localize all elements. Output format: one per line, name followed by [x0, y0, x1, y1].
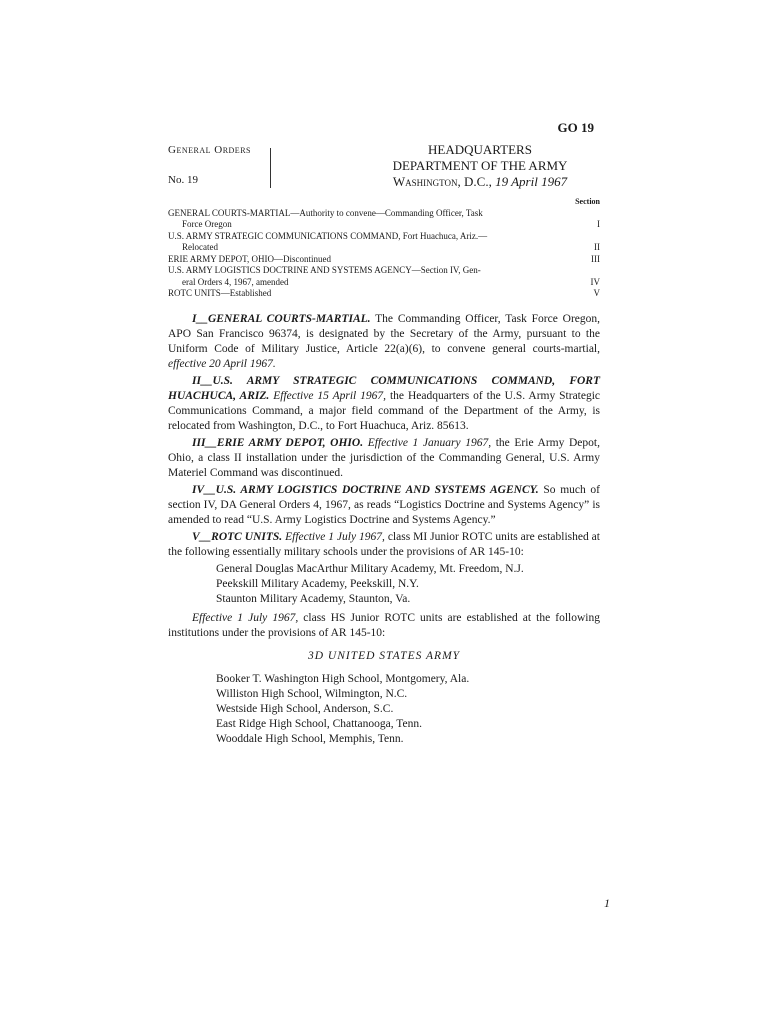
section-4-heading: IV__U.S. ARMY LOGISTICS DOCTRINE AND SYSTEMS AGENCY.: [192, 484, 539, 496]
list-item: Booker T. Washington High School, Montgomery, Ala.: [216, 673, 470, 685]
toc-row-text: U.S. ARMY LOGISTICS DOCTRINE AND SYSTEMS AGENCY—Section IV, Gen-: [168, 265, 481, 275]
toc-row-num: [576, 208, 600, 220]
list-item: Staunton Military Academy, Staunton, Va.: [216, 593, 411, 605]
toc-row: [168, 231, 600, 243]
section-1-text: The Commanding Officer, Task Force Oregon, APO San Francisco 96374, is designated by the Secretary of the Army, pursuant to the Uniform Code of Military Justice, Article 22(a)(6), to convene general courts-martial,: [168, 313, 600, 355]
toc-row: [168, 277, 600, 289]
list-item: Westside High School, Anderson, S.C.: [216, 703, 394, 715]
page-number: 1: [604, 896, 610, 910]
toc-row-num: [576, 231, 600, 243]
section-4-text: So much of section IV, DA General Orders 4, 1967, as reads “Logistics Doctrine and Systems Agency” is amended to read “U.S. Army Logistics Doctrine and Systems Agency.”: [168, 484, 601, 526]
list-item: General Douglas MacArthur Military Academy, Mt. Freedom, N.J.: [216, 563, 524, 575]
section-1-effective: effective 20 April 1967.: [168, 358, 276, 370]
headquarters-block: [360, 142, 600, 190]
toc-row: [168, 265, 600, 277]
location: Washington, D.C.,: [392, 174, 492, 189]
toc-row-text: ROTC UNITS—Established: [168, 288, 272, 298]
section-1-heading: I__GENERAL COURTS-MARTIAL.: [192, 313, 371, 325]
section-5-effective: Effective 1 July 1967,: [285, 531, 385, 543]
section-3-heading: III__ERIE ARMY DEPOT, OHIO.: [192, 437, 364, 449]
toc-row-num: III: [591, 253, 600, 264]
section-5b-effective: Effective 1 July 1967,: [192, 612, 299, 624]
toc-row-num: II: [594, 242, 600, 252]
toc-row-num: [576, 265, 600, 277]
section-1: [168, 312, 600, 372]
section-3-text: the Erie Army Depot, Ohio, a class II installation under the jurisdiction of the Commanding General, U.S. Army Materiel Command was discontinued.: [168, 437, 600, 479]
toc-row-text: U.S. ARMY STRATEGIC COMMUNICATIONS COMMAND, Fort Huachuca, Ariz.—: [168, 230, 488, 241]
section-5-text: class MI Junior ROTC units are established at the following essentially military schools under the provisions of AR 145-10:: [168, 531, 600, 558]
toc-row-text: Force Oregon: [182, 219, 232, 229]
brace-divider: [262, 148, 271, 188]
order-number: No. 19: [168, 174, 198, 186]
toc-row-text: Relocated: [182, 242, 218, 252]
toc-row-num: V: [593, 288, 600, 298]
location-date-line: [360, 174, 600, 190]
section-2-heading: II__U.S. ARMY STRATEGIC COMMUNICATIONS COMMAND, FORT HUACHUCA, ARIZ.: [168, 375, 600, 402]
mi-school-list: [216, 562, 600, 607]
list-item: Peekskill Military Academy, Peekskill, N.Y.: [216, 578, 419, 590]
order-body: [168, 312, 600, 751]
list-item: Wooddale High School, Memphis, Tenn.: [216, 733, 404, 745]
section-2: [168, 374, 600, 434]
table-of-contents: [168, 196, 600, 300]
toc-section-heading: Section: [575, 197, 600, 206]
section-5: [168, 530, 600, 560]
hs-school-list: [216, 672, 600, 747]
section-5-heading: V__ROTC UNITS.: [192, 531, 283, 543]
hq-line-1: HEADQUARTERS: [428, 142, 532, 157]
section-2-effective: Effective 15 April 1967,: [273, 390, 387, 402]
section-4: [168, 483, 600, 528]
list-item: Williston High School, Wilmington, N.C.: [216, 688, 408, 700]
toc-row: [168, 288, 600, 300]
toc-row: [168, 242, 600, 254]
order-label: GO 19: [557, 120, 594, 135]
army-heading: 3D UNITED STATES ARMY: [307, 650, 461, 662]
section-3: [168, 436, 600, 481]
toc-row-text: eral Orders 4, 1967, amended: [182, 276, 289, 287]
toc-row: [168, 254, 600, 266]
section-3-effective: Effective 1 January 1967,: [367, 437, 492, 449]
toc-row-num: I: [597, 219, 600, 229]
list-item: East Ridge High School, Chattanooga, Tenn.: [216, 718, 422, 730]
toc-row-num: IV: [590, 276, 600, 287]
section-2-text: the Headquarters of the U.S. Army Strategic Communications Command, a major field command of the Department of the Army, is relocated from Washington, D.C., to Fort Huachuca, Ariz. 85613.: [168, 390, 601, 432]
issue-date: 19 April 1967: [495, 174, 568, 189]
general-orders-label: General Orders: [168, 144, 251, 156]
section-5-continuation: [168, 611, 600, 641]
hq-line-2: DEPARTMENT OF THE ARMY: [392, 158, 568, 173]
toc-row-text: ERIE ARMY DEPOT, OHIO—Discontinued: [168, 253, 331, 264]
toc-row: [168, 208, 600, 220]
section-5b-text: class HS Junior ROTC units are established at the following institutions under the provisions of AR 145-10:: [168, 612, 600, 639]
toc-row: [168, 219, 600, 231]
toc-row-text: GENERAL COURTS-MARTIAL—Authority to convene—Commanding Officer, Task: [168, 207, 483, 218]
